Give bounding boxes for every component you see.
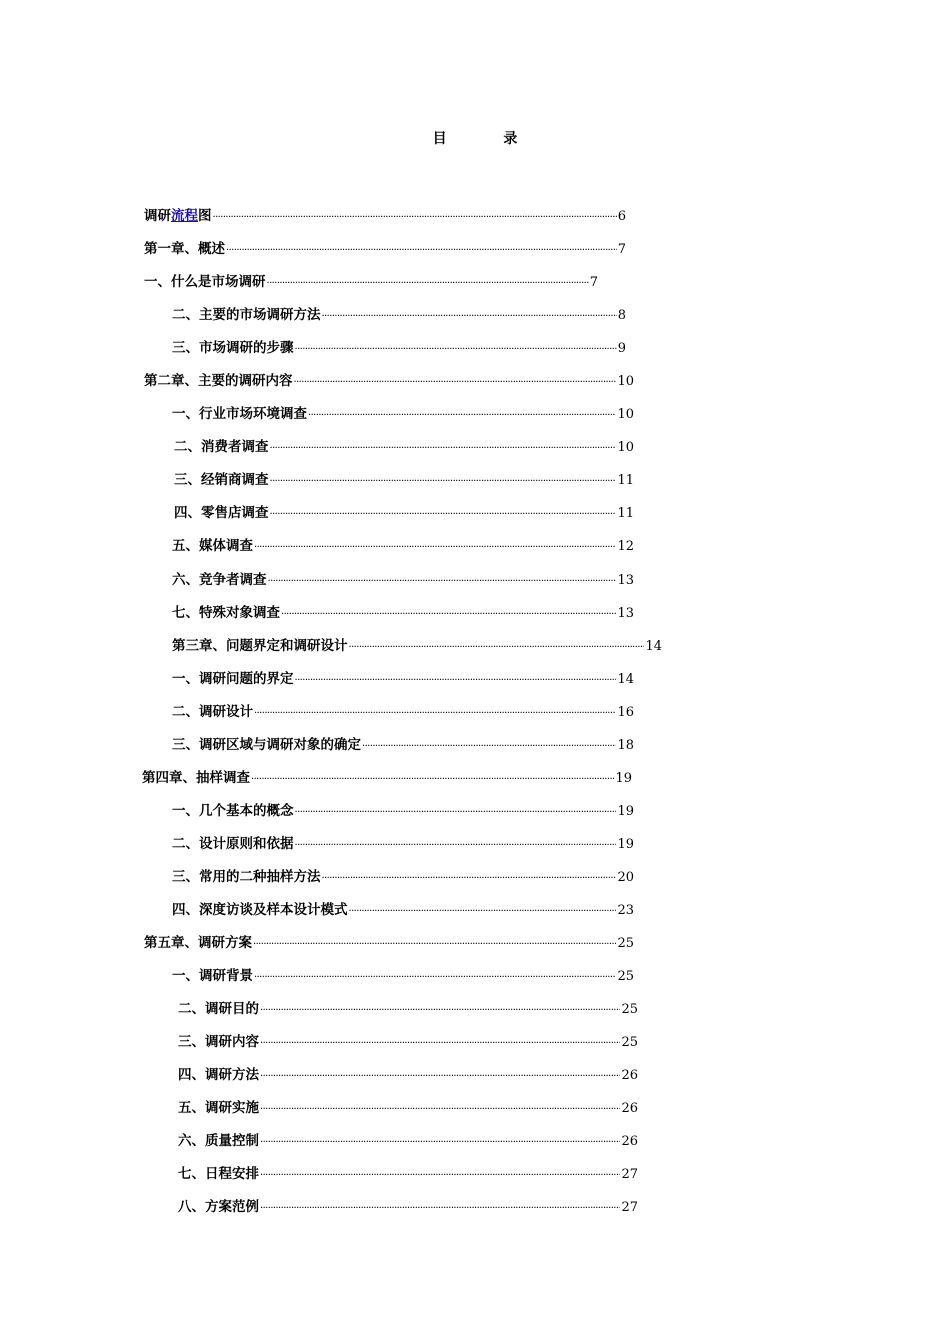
toc-entry-text-suffix: 图 <box>198 208 212 224</box>
toc-page-number: 12 <box>617 539 634 555</box>
toc-page-number: 16 <box>617 704 634 720</box>
toc-entry-text: 第二章、主要的调研内容 <box>144 373 293 390</box>
toc-entry-line <box>174 435 634 455</box>
toc-entry-text: 二、调研设计 <box>172 703 253 720</box>
toc-entry[interactable] <box>0 1026 950 1059</box>
toc-entry-line <box>172 832 634 852</box>
toc-entry-label <box>178 1129 259 1149</box>
toc-entry-line <box>178 1162 638 1182</box>
dot-leader <box>295 675 617 686</box>
toc-entry-text: 四、零售店调查 <box>174 505 269 522</box>
toc-entry-link[interactable]: 流程 <box>171 208 198 224</box>
toc-entry[interactable] <box>0 861 950 894</box>
toc-entry-text: 第五章、调研方案 <box>144 935 252 952</box>
toc-page-number: 7 <box>589 275 598 291</box>
toc-entry[interactable] <box>0 927 950 960</box>
toc-entry[interactable] <box>0 564 950 597</box>
toc-page-number: 19 <box>615 770 632 786</box>
toc-entry-label <box>172 336 294 356</box>
toc-entry-text: 第三章、问题界定和调研设计 <box>172 637 348 654</box>
table-of-contents <box>0 200 950 1224</box>
toc-page-number: 14 <box>617 671 634 687</box>
toc-page-number: 13 <box>617 605 634 621</box>
toc-entry-label <box>174 468 269 488</box>
toc-entry-line <box>172 634 662 654</box>
toc-entry-text: 八、方案范例 <box>178 1199 259 1216</box>
toc-entry-label <box>144 931 252 951</box>
toc-entry-line <box>174 501 634 521</box>
toc-entry-label <box>172 402 307 422</box>
dot-leader <box>260 1071 620 1082</box>
dot-leader <box>226 245 617 256</box>
toc-page-number: 11 <box>617 506 634 522</box>
toc-entry-label <box>178 997 259 1017</box>
toc-entry-line <box>172 402 634 422</box>
toc-entry-text: 一、行业市场环境调查 <box>172 406 307 423</box>
dot-leader <box>254 542 616 553</box>
toc-entry[interactable] <box>0 1158 950 1191</box>
toc-entry-label <box>172 865 321 885</box>
toc-entry[interactable] <box>0 1191 950 1224</box>
toc-page-number: 9 <box>617 341 626 357</box>
dot-leader <box>281 609 616 620</box>
dot-leader <box>268 576 617 587</box>
toc-page-number: 25 <box>617 969 634 985</box>
toc-entry[interactable] <box>0 960 950 993</box>
toc-entry-text: 二、调研目的 <box>178 1001 259 1018</box>
toc-entry-line <box>172 799 634 819</box>
toc-entry-line <box>172 667 634 687</box>
toc-entry-line <box>172 898 634 918</box>
toc-entry-label <box>174 435 269 455</box>
toc-entry[interactable] <box>0 597 950 630</box>
toc-entry-label <box>172 601 280 621</box>
dot-leader <box>295 840 617 851</box>
toc-entry-text: 七、特殊对象调查 <box>172 604 280 621</box>
toc-entry-text: 第一章、概述 <box>144 241 225 258</box>
toc-entry-label <box>144 369 293 389</box>
toc-entry[interactable] <box>0 663 950 696</box>
toc-entry[interactable] <box>0 729 950 762</box>
dot-leader <box>270 476 617 487</box>
toc-entry[interactable] <box>0 233 950 266</box>
toc-entry[interactable] <box>0 299 950 332</box>
dot-leader <box>260 1038 620 1049</box>
toc-entry-line <box>174 468 634 488</box>
dot-leader <box>260 1005 620 1016</box>
toc-entry-text: 六、质量控制 <box>178 1133 259 1150</box>
toc-entry-text: 一、什么是市场调研 <box>144 274 266 291</box>
toc-entry[interactable] <box>0 993 950 1026</box>
toc-entry-label <box>172 700 253 720</box>
dot-leader <box>254 972 616 983</box>
toc-entry-text: 四、深度访谈及样本设计模式 <box>172 901 348 918</box>
toc-page-number: 25 <box>621 1035 638 1051</box>
toc-entry[interactable] <box>0 431 950 464</box>
toc-page-number: 20 <box>617 869 634 885</box>
toc-entry-line <box>144 204 626 224</box>
toc-entry-label <box>172 534 253 554</box>
toc-entry-line <box>172 733 634 753</box>
toc-entry[interactable] <box>0 398 950 431</box>
toc-page-number: 27 <box>621 1200 638 1216</box>
dot-leader <box>267 278 589 289</box>
toc-entry-label <box>172 964 253 984</box>
toc-entry-line <box>172 534 634 554</box>
dot-leader <box>308 410 616 421</box>
toc-entry-line <box>144 237 626 257</box>
toc-entry[interactable] <box>0 1125 950 1158</box>
toc-entry-label <box>178 1030 259 1050</box>
dot-leader <box>295 344 617 355</box>
toc-entry-text: 四、调研方法 <box>178 1067 259 1084</box>
dot-leader <box>322 311 617 322</box>
toc-entry-line <box>142 766 632 786</box>
toc-entry-line <box>178 1030 638 1050</box>
toc-page-number: 19 <box>617 836 634 852</box>
toc-page-number: 10 <box>617 440 634 456</box>
toc-entry-text: 调研 <box>144 208 171 224</box>
toc-entry[interactable] <box>0 828 950 861</box>
toc-entry[interactable] <box>0 795 950 828</box>
dot-leader <box>260 1170 620 1181</box>
toc-entry-line <box>144 270 598 290</box>
toc-entry[interactable] <box>0 530 950 563</box>
toc-entry-label <box>172 303 321 323</box>
toc-entry-line <box>172 336 626 356</box>
toc-entry-label <box>142 766 250 786</box>
toc-entry-line <box>178 1096 638 1116</box>
toc-page-number: 18 <box>617 737 634 753</box>
toc-page-number: 23 <box>617 902 634 918</box>
dot-leader <box>251 774 614 785</box>
dot-leader <box>253 939 616 950</box>
toc-entry-text: 三、调研内容 <box>178 1034 259 1051</box>
dot-leader <box>270 443 617 454</box>
toc-entry-label <box>144 237 225 257</box>
toc-page-number: 14 <box>645 638 662 654</box>
dot-leader <box>349 906 617 917</box>
dot-leader <box>254 708 616 719</box>
dot-leader <box>260 1137 620 1148</box>
toc-entry[interactable] <box>0 630 950 663</box>
toc-entry-line <box>178 1195 638 1215</box>
toc-entry-text: 五、调研实施 <box>178 1100 259 1117</box>
toc-entry-label <box>178 1195 259 1215</box>
toc-entry-label <box>144 204 212 224</box>
toc-entry-label <box>172 799 294 819</box>
toc-entry-text: 五、媒体调查 <box>172 538 253 555</box>
toc-page-number: 8 <box>617 308 626 324</box>
dot-leader <box>295 807 617 818</box>
toc-entry-label <box>172 568 267 588</box>
toc-entry-text: 二、主要的市场调研方法 <box>172 307 321 324</box>
toc-entry[interactable] <box>0 894 950 927</box>
dot-leader <box>294 377 617 388</box>
toc-entry-text: 六、竞争者调查 <box>172 571 267 588</box>
toc-entry-line <box>178 997 638 1017</box>
dot-leader <box>270 509 617 520</box>
toc-entry-label <box>144 270 266 290</box>
toc-entry-text: 三、调研区域与调研对象的确定 <box>172 736 361 753</box>
toc-entry-text: 二、设计原则和依据 <box>172 835 294 852</box>
toc-entry-line <box>172 568 634 588</box>
toc-entry-text: 一、调研背景 <box>172 968 253 985</box>
toc-entry-line <box>178 1063 638 1083</box>
toc-entry-label <box>172 667 294 687</box>
toc-entry[interactable] <box>0 1059 950 1092</box>
toc-page-number: 10 <box>617 374 634 390</box>
toc-entry-line <box>172 964 634 984</box>
toc-title: 目 录 <box>432 131 544 147</box>
toc-entry-label <box>172 634 348 654</box>
toc-entry[interactable] <box>0 266 950 299</box>
toc-entry[interactable] <box>0 365 950 398</box>
toc-entry-label <box>172 898 348 918</box>
toc-entry-text: 一、几个基本的概念 <box>172 802 294 819</box>
dot-leader <box>260 1203 620 1214</box>
toc-entry-line <box>172 601 634 621</box>
toc-entry-line <box>172 303 626 323</box>
toc-page-number: 26 <box>621 1101 638 1117</box>
toc-page-number: 13 <box>617 572 634 588</box>
toc-page-number: 26 <box>621 1068 638 1084</box>
toc-entry-text: 三、市场调研的步骤 <box>172 340 294 357</box>
toc-entry-text: 第四章、抽样调查 <box>142 769 250 786</box>
toc-entry-text: 二、消费者调查 <box>174 439 269 456</box>
toc-entry-label <box>178 1063 259 1083</box>
toc-entry-line <box>144 369 634 389</box>
toc-entry-line <box>144 931 634 951</box>
toc-entry[interactable] <box>0 332 950 365</box>
toc-entry[interactable] <box>0 696 950 729</box>
dot-leader <box>322 873 617 884</box>
toc-entry-line <box>178 1129 638 1149</box>
toc-entry-label <box>178 1162 259 1182</box>
toc-entry-line <box>172 700 634 720</box>
toc-page-number: 26 <box>621 1134 638 1150</box>
toc-entry-label <box>172 733 361 753</box>
toc-entry-label <box>172 832 294 852</box>
toc-entry-line <box>172 865 634 885</box>
toc-entry-text: 七、日程安排 <box>178 1166 259 1183</box>
toc-entry[interactable] <box>0 762 950 795</box>
dot-leader <box>213 212 617 223</box>
toc-entry[interactable] <box>0 200 950 233</box>
toc-entry-text: 三、常用的二种抽样方法 <box>172 868 321 885</box>
toc-entry-label <box>178 1096 259 1116</box>
toc-page-number: 6 <box>617 209 626 224</box>
toc-page-number: 11 <box>617 473 634 489</box>
toc-page-number: 19 <box>617 803 634 819</box>
dot-leader <box>362 741 616 752</box>
toc-page-number: 27 <box>621 1167 638 1183</box>
toc-entry-text: 一、调研问题的界定 <box>172 670 294 687</box>
toc-entry[interactable] <box>0 497 950 530</box>
toc-entry[interactable] <box>0 1092 950 1125</box>
toc-entry[interactable] <box>0 464 950 497</box>
toc-page-number: 10 <box>617 407 634 423</box>
toc-entry-text: 三、经销商调查 <box>174 472 269 489</box>
toc-page-number: 7 <box>617 242 626 258</box>
toc-page-number: 25 <box>621 1002 638 1018</box>
dot-leader <box>260 1104 620 1115</box>
dot-leader <box>349 642 645 653</box>
toc-entry-label <box>174 501 269 521</box>
toc-page-number: 25 <box>617 936 634 952</box>
